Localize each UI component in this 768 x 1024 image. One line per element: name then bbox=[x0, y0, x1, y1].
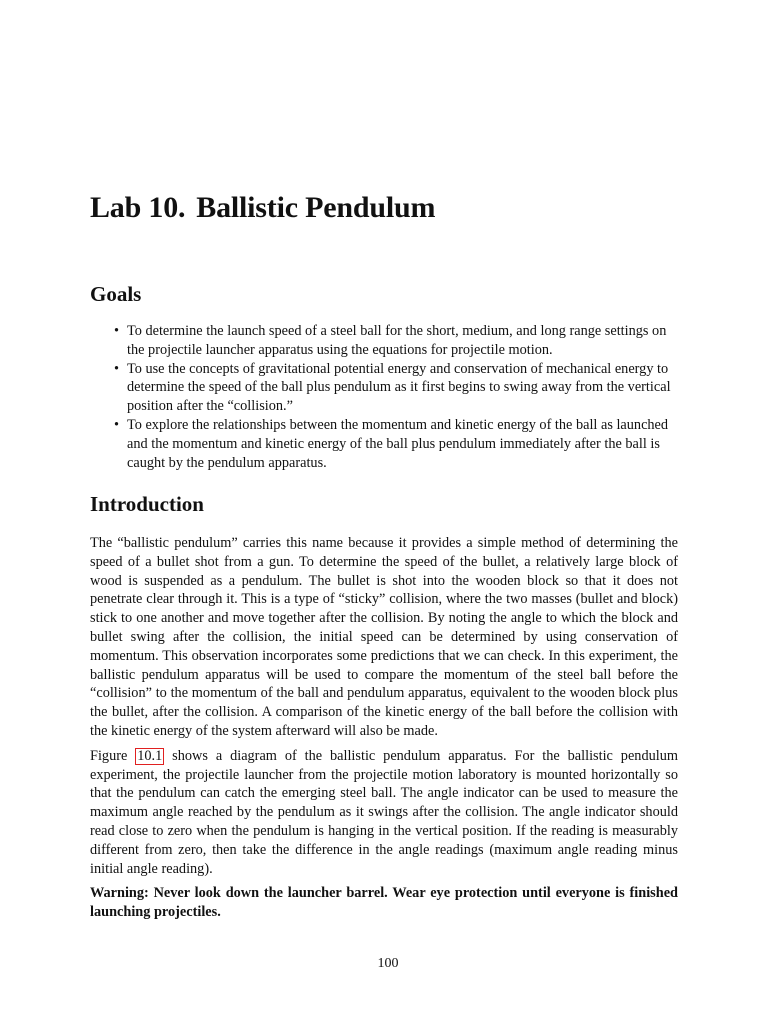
introduction-paragraph bbox=[90, 747, 678, 879]
introduction-body bbox=[90, 534, 678, 928]
goal-item: • To use the concepts of gravitational potential energy and conservation of mechanical energy to determine the speed of the ball plus pendulum as it first begins to swing away from the vertical position after the “collision.” bbox=[90, 360, 682, 416]
warning-text: Warning: Never look down the launcher barrel. Wear eye protection until everyone is finished launching projectiles. bbox=[90, 885, 678, 921]
goals-list bbox=[90, 322, 682, 472]
goal-item: • To determine the launch speed of a steel ball for the short, medium, and long range settings on the projectile launcher apparatus using the equations for projectile motion. bbox=[90, 322, 682, 360]
paragraph-text: Figure bbox=[90, 747, 136, 764]
introduction-heading: Introduction bbox=[90, 492, 204, 516]
chapter-number: Lab 10. bbox=[90, 191, 186, 224]
goals-heading: Goals bbox=[90, 282, 142, 306]
goal-item: • To explore the relationships between the momentum and kinetic energy of the ball as launched and the momentum and kinetic energy of the ball plus pendulum immediately after the ball is caught by the pendulum apparatus. bbox=[90, 416, 682, 472]
introduction-paragraph: The “ballistic pendulum” carries this name because it provides a simple method of determining the speed of a bullet shot from a gun. To determine the speed of the bullet, a relatively large block of wood is suspended as a pendulum. The bullet is shot into the wooden block so that it does not penetrate clear through it. This is a type of “sticky” collision, where the two masses (bullet and block) stick to one another and move together after the collision. By noting the angle to which the block and bullet swing after the collision, the initial speed can be determined by using conservation of momentum. This observation incorporates some predictions that we can check. In this experiment, the ballistic pendulum apparatus will be used to compare the momentum of the steel ball before the “collision” to the momentum of the ball and pendulum apparatus, equivalent to the wooden block plus the bullet, after the collision. A comparison of the kinetic energy of the ball before the collision with the kinetic energy of the system afterward will also be made. bbox=[90, 535, 678, 739]
figure-reference-link[interactable]: 10.1 bbox=[137, 747, 163, 764]
chapter-name: Ballistic Pendulum bbox=[196, 191, 436, 224]
page-number: 100 bbox=[377, 956, 399, 971]
chapter-title bbox=[90, 191, 435, 225]
paragraph-text: shows a diagram of the ballistic pendulum apparatus. For the ballistic pendulum experiment, the projectile launcher from the projectile motion laboratory is mounted horizontally so that the pendulum can catch the emerging steel ball. The angle indicator can be used to measure the maximum angle reached by the pendulum as it swings after the collision. The angle indicator should read close to zero when the pendulum is hanging in the vertical position. If the reading is measurably different from zero, then take the difference in the angle readings (maximum angle reading minus initial angle reading). bbox=[90, 747, 678, 877]
